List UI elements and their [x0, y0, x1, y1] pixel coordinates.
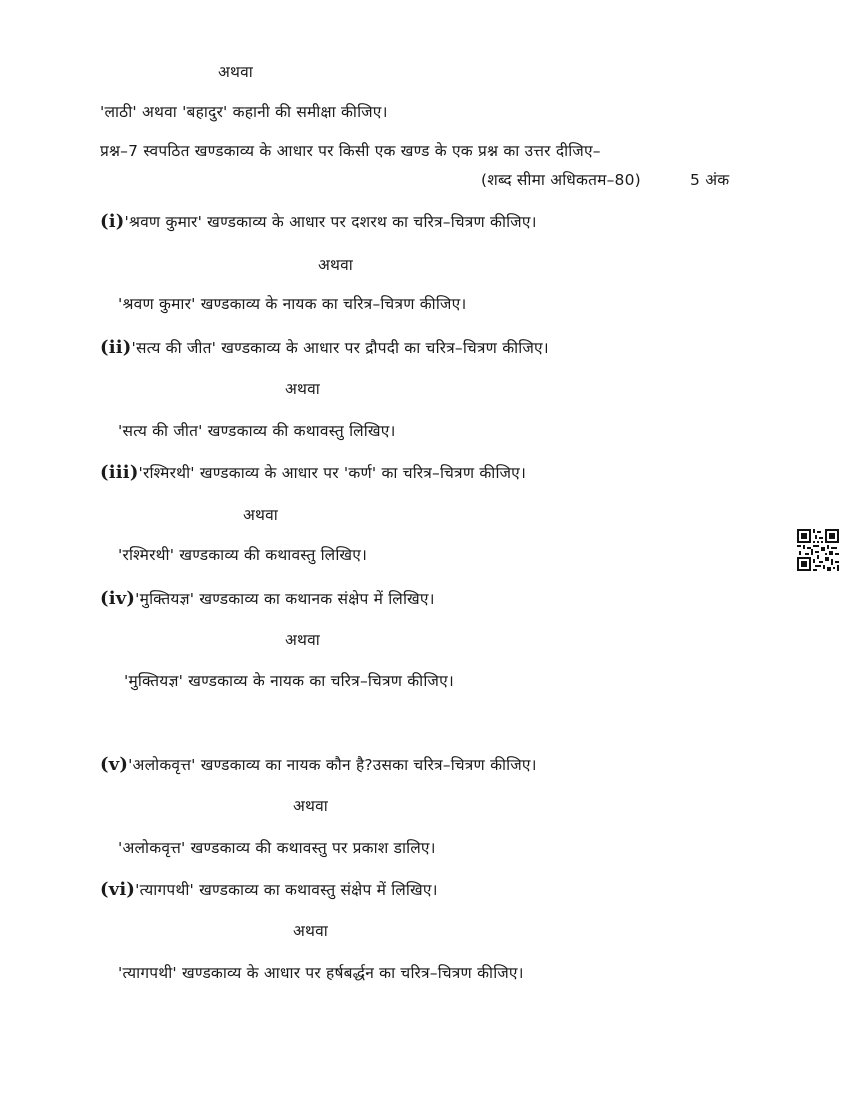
- question-number: (i): [100, 211, 125, 232]
- athva-separator: अथवा: [218, 63, 253, 81]
- question-text: 'श्रवण कुमार' खण्डकाव्य के आधार पर दशरथ का चरित्र–चित्रण कीजिए।: [124, 213, 537, 231]
- question-iii: [100, 463, 526, 483]
- question-text: 'त्यागपथी' खण्डकाव्य का कथावस्तु संक्षेप में लिखिए।: [135, 881, 438, 899]
- alt-question-iii: 'रश्मिरथी' खण्डकाव्य की कथावस्तु लिखिए।: [118, 546, 368, 564]
- athva-separator: अथवा: [318, 256, 353, 274]
- question-number: (vi): [100, 879, 136, 900]
- athva-separator: अथवा: [293, 797, 328, 815]
- alt-question-vi: 'त्यागपथी' खण्डकाव्य के आधार पर हर्षबर्द्धन का चरित्र–चित्रण कीजिए।: [118, 964, 524, 982]
- question-iv: [100, 589, 435, 609]
- question-ii: [100, 338, 549, 358]
- alt-question-iv: 'मुक्तियज्ञ' खण्डकाव्य के नायक का चरित्र–चित्रण कीजिए।: [124, 672, 454, 690]
- question-text: 'मुक्तियज्ञ' खण्डकाव्य का कथानक संक्षेप में लिखिए।: [135, 590, 435, 608]
- question-7-heading: प्रश्न–7 स्वपठित खण्डकाव्य के आधार पर किसी एक खण्ड के एक प्रश्न का उत्तर दीजिए–: [100, 142, 601, 160]
- athva-separator: अथवा: [243, 506, 278, 524]
- qr-code-icon: [797, 529, 839, 571]
- athva-separator: अथवा: [293, 922, 328, 940]
- question-text: 'अलोकवृत्त' खण्डकाव्य का नायक कौन है?उसका चरित्र–चित्रण कीजिए।: [128, 756, 537, 774]
- word-limit: (शब्द सीमा अधिकतम–80): [481, 171, 641, 189]
- question-i: [100, 212, 537, 232]
- alt-question-i: 'श्रवण कुमार' खण्डकाव्य के नायक का चरित्र–चित्रण कीजिए।: [118, 295, 467, 313]
- question-number: (iii): [100, 462, 139, 483]
- alt-question-ii: 'सत्य की जीत' खण्डकाव्य की कथावस्तु लिखिए।: [118, 422, 396, 440]
- question-number: (iv): [100, 588, 136, 609]
- marks: 5 अंक: [690, 171, 730, 189]
- question-number: (ii): [100, 337, 132, 358]
- athva-separator: अथवा: [285, 631, 320, 649]
- question-text: 'रश्मिरथी' खण्डकाव्य के आधार पर 'कर्ण' का चरित्र–चित्रण कीजिए।: [138, 464, 527, 482]
- alt-question-v: 'अलोकवृत्त' खण्डकाव्य की कथावस्तु पर प्रकाश डालिए।: [118, 839, 436, 857]
- question-vi: [100, 880, 438, 900]
- lathi-question: 'लाठी' अथवा 'बहादुर' कहानी की समीक्षा कीजिए।: [100, 103, 388, 121]
- question-text: 'सत्य की जीत' खण्डकाव्य के आधार पर द्रौपदी का चरित्र–चित्रण कीजिए।: [131, 339, 549, 357]
- question-number: (v): [100, 754, 129, 775]
- question-v: [100, 755, 537, 775]
- athva-separator: अथवा: [285, 380, 320, 398]
